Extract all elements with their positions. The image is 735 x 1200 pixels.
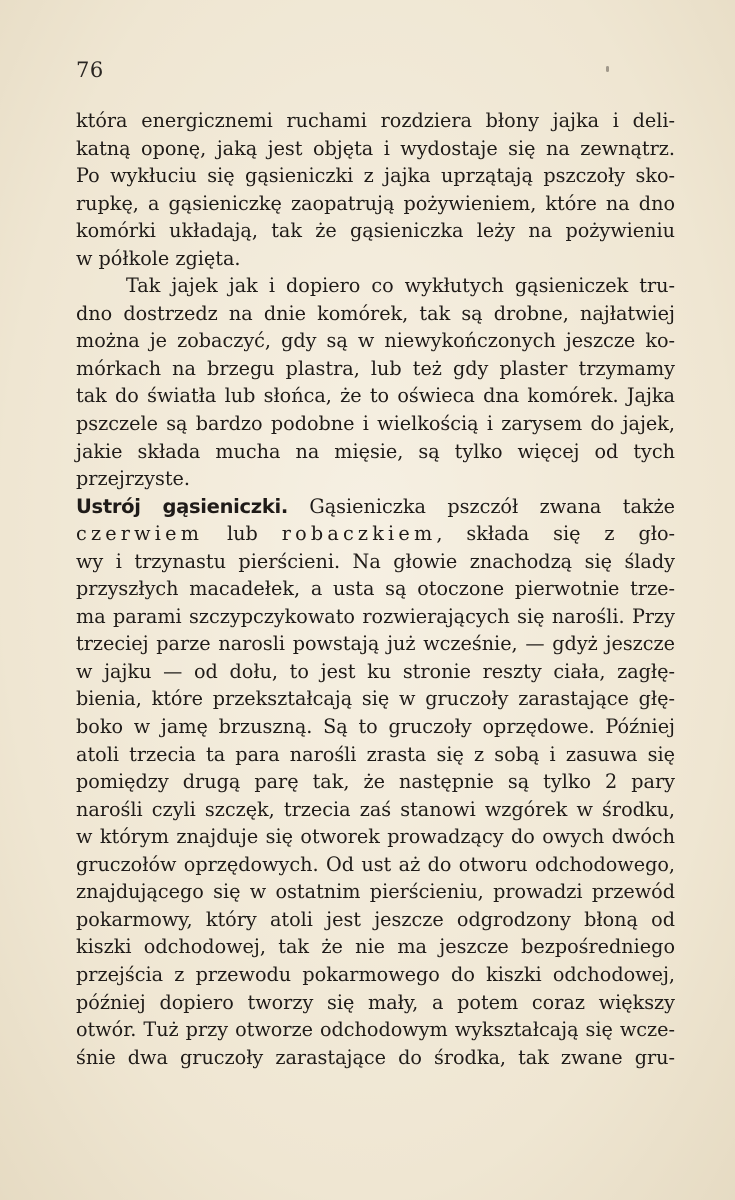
text-line: w jajku — od dołu, to jest ku stronie reszty ciała, zagłę- [76,659,675,683]
text-line: Po wykłuciu się gąsieniczki z jajka uprzątają pszczoły sko- [76,164,675,188]
text-line [76,520,675,548]
text-line: gruczołów oprzędowych. Od ust aż do otworu odchodowego, [76,852,675,876]
heading-line [76,493,675,521]
text-line: w półkole zgięta. [76,246,241,270]
text-line: pokarmowy, który atoli jest jeszcze odgrodzony błoną od [76,907,675,931]
text-line: znajdującego się w ostatnim pierścieniu, prowadzi przewód [76,880,675,904]
text-line: później dopiero tworzy się mały, a potem coraz większy [76,990,675,1014]
spaced-term: czerwiem [76,522,204,546]
text-line: otwór. Tuż przy otworze odchodowym wykształcają się wcze- [76,1018,675,1042]
text-line: komórki układają, tak że gąsieniczka leży na pożywieniu [76,219,675,243]
text-line: katną oponę, jaką jest objęta i wydostaje się na zewnątrz. [76,136,675,160]
text-line: kiszki odchodowej, tak że nie ma jeszcze bezpośredniego [76,935,675,959]
text-line: w którym znajduje się otworek prowadzący do owych dwóch [76,825,675,849]
section-heading: Ustrój gąsieniczki. [76,494,289,518]
text-line: bienia, które przekształcają się w gruczoły zarastające głę- [76,687,675,711]
text-line: przyszłych macadełek, a usta są otoczone pierwotnie trze- [76,577,675,601]
text-line: która energicznemi ruchami rozdziera błony jajka i deli- [76,109,675,132]
text-line: trzeciej parze narosli powstają już wcześnie, — gdyż jeszcze [76,632,675,656]
text-line: przejścia z przewodu pokarmowego do kiszki odchodowej, [76,962,675,986]
text-line: Tak jajek jak i dopiero co wykłutych gąsieniczek tru- [126,274,675,298]
page-body-text [76,107,675,1071]
text-line: narośli czyli szczęk, trzecia zaś stanowi wzgórek w środku, [76,797,675,821]
text-line: jakie składa mucha na mięsie, są tylko więcej od tych [76,439,675,463]
text-line: można je zobaczyć, gdy są w niewykończonych jeszcze ko- [76,329,675,353]
page-speck-mark [606,66,609,72]
text-line: tak do światła lub słońca, że to oświeca dna komórek. Jajka [76,384,675,408]
spaced-term: robaczkiem [281,522,437,546]
text-segment: , składa się z gło- [436,522,675,546]
text-line: ma parami szczypczykowato rozwierających się narośli. Przy [76,604,675,628]
text-line: rupkę, a gąsieniczkę zaopatrują pożywieniem, które na dno [76,191,675,215]
text-line: dno dostrzedz na dnie komórek, tak są drobne, najłatwiej [76,301,675,325]
text-line: pomiędzy drugą parę tak, że następnie są tylko 2 pary [76,770,675,794]
text-line: przejrzyste. [76,467,191,491]
text-line: atoli trzecia ta para narośli zrasta się z sobą i zasuwa się [76,742,675,766]
text-line: wy i trzynastu pierścieni. Na głowie znachodzą się ślady [76,549,675,573]
text-segment: lub [203,522,282,546]
page-number: 76 [76,58,104,82]
text-line: boko w jamę brzuszną. Są to gruczoły oprzędowe. Później [76,715,675,739]
text-line: śnie dwa gruczoły zarastające do środka, tak zwane gru- [76,1045,675,1069]
text-segment: Gąsieniczka pszczół zwana także [288,494,675,518]
text-line: pszczele są bardzo podobne i wielkością i zarysem do jajek, [76,412,675,436]
text-line: mórkach na brzegu plastra, lub też gdy plaster trzymamy [76,356,675,380]
